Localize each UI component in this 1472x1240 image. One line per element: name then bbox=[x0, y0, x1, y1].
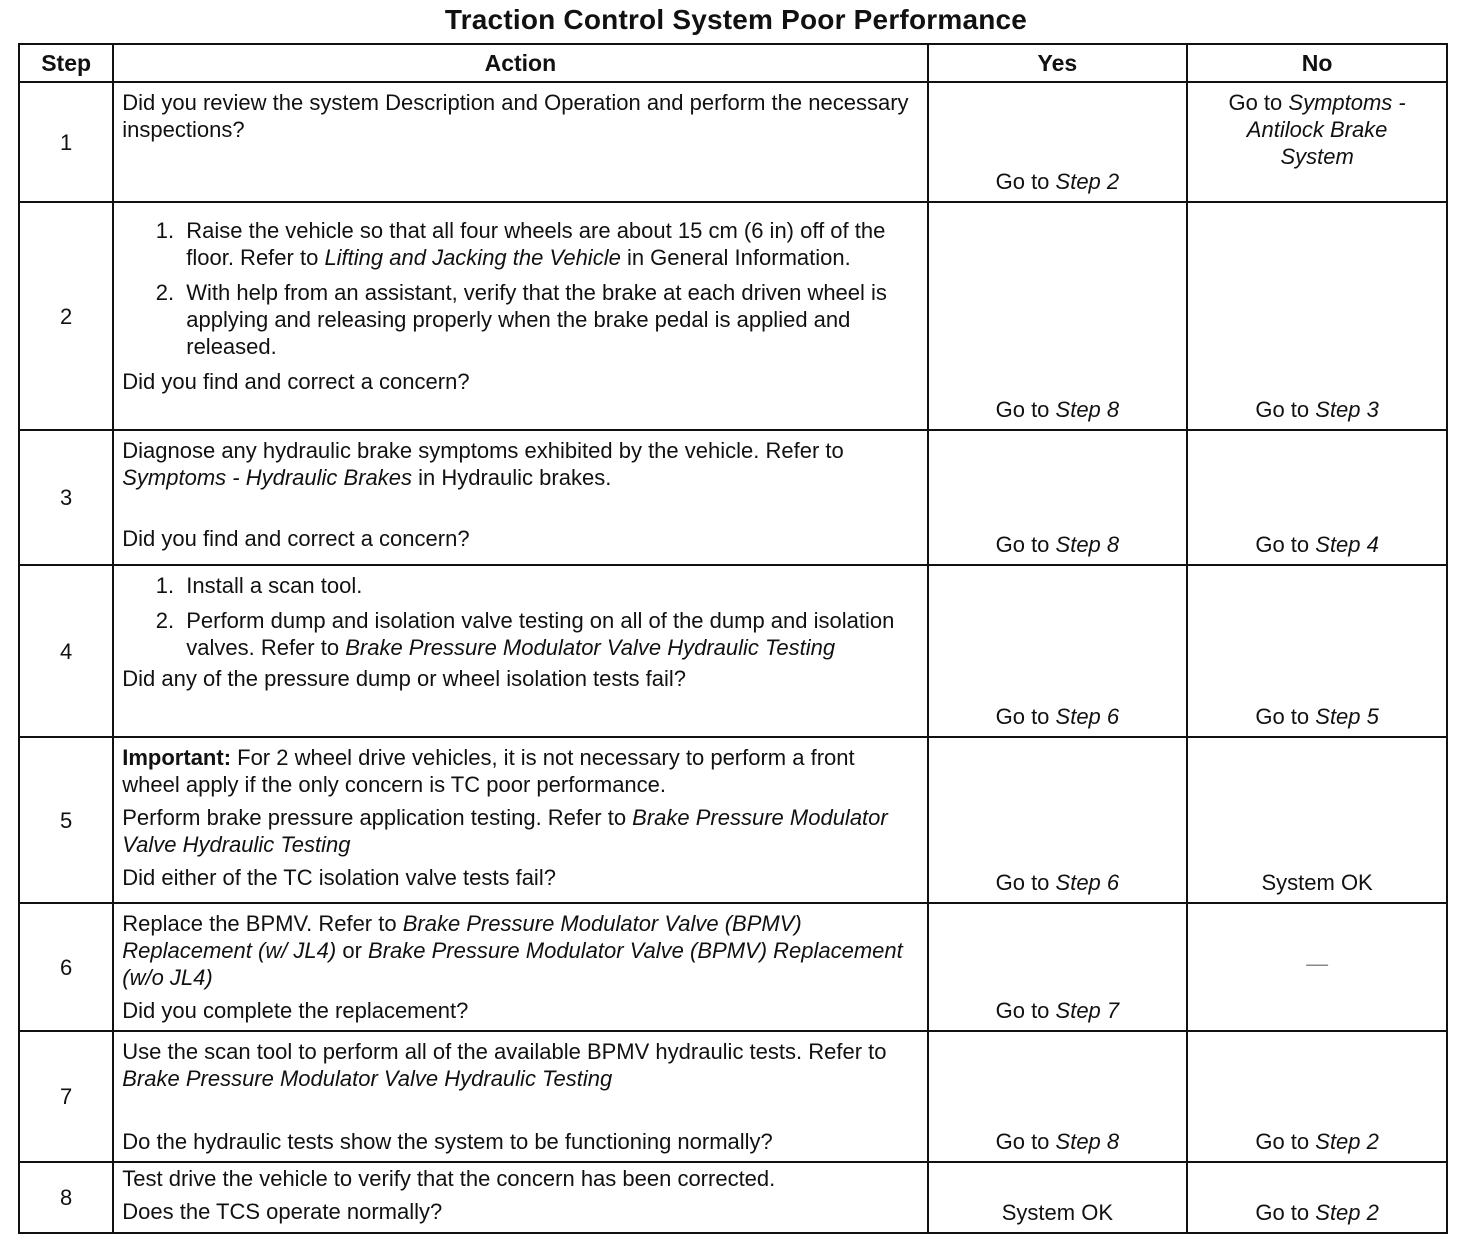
no-prefix: Go to bbox=[1255, 1129, 1316, 1154]
yes-cell bbox=[928, 903, 1188, 1031]
question-text: Did you find and correct a concern? bbox=[122, 369, 470, 394]
action-text-pre: Replace the BPMV. Refer to bbox=[122, 911, 403, 936]
list-item bbox=[180, 572, 916, 599]
important-note bbox=[122, 744, 916, 798]
no-link[interactable]: Symptoms - Antilock Brake System bbox=[1246, 90, 1406, 169]
yes-link[interactable]: Step 6 bbox=[1055, 870, 1120, 895]
yes-cell bbox=[928, 430, 1188, 565]
action-text bbox=[122, 804, 916, 858]
no-cell bbox=[1187, 737, 1447, 903]
table-row-step-1 bbox=[19, 82, 1447, 202]
no-result: — bbox=[1306, 950, 1329, 976]
reference-link[interactable]: Brake Pressure Modulator Valve (BPMV) Replacement (w/ JL4) bbox=[122, 911, 802, 963]
action-cell bbox=[113, 82, 927, 202]
yes-prefix: Go to bbox=[995, 998, 1056, 1023]
no-cell bbox=[1187, 1162, 1447, 1233]
step-number: 6 bbox=[19, 903, 113, 1031]
step-number: 5 bbox=[19, 737, 113, 903]
action-text bbox=[122, 437, 916, 491]
step-number: 4 bbox=[19, 565, 113, 737]
yes-cell bbox=[928, 202, 1188, 430]
step-number: 7 bbox=[19, 1031, 113, 1162]
table-row-step-4 bbox=[19, 565, 1447, 737]
yes-cell bbox=[928, 1031, 1188, 1162]
no-cell bbox=[1187, 202, 1447, 430]
reference-link[interactable]: Lifting and Jacking the Vehicle bbox=[324, 245, 621, 270]
yes-link[interactable]: Step 7 bbox=[1055, 998, 1120, 1023]
header-yes: Yes bbox=[928, 44, 1188, 82]
no-prefix: Go to bbox=[1255, 1200, 1316, 1225]
table-row-step-6 bbox=[19, 903, 1447, 1031]
yes-prefix: Go to bbox=[995, 1129, 1056, 1154]
no-prefix: Go to bbox=[1255, 532, 1316, 557]
question-text: Did you find and correct a concern? bbox=[122, 526, 470, 551]
important-label: Important: bbox=[122, 745, 232, 770]
table-row-step-8 bbox=[19, 1162, 1447, 1233]
step-number: 2 bbox=[19, 202, 113, 430]
action-cell bbox=[113, 903, 927, 1031]
question-text: Did any of the pressure dump or wheel isolation tests fail? bbox=[122, 666, 686, 691]
action-text-pre: Use the scan tool to perform all of the available BPMV hydraulic tests. Refer to bbox=[122, 1039, 887, 1064]
no-cell bbox=[1187, 565, 1447, 737]
yes-prefix: Go to bbox=[995, 397, 1056, 422]
no-link[interactable]: Step 5 bbox=[1315, 704, 1379, 729]
list-item-text: Install a scan tool. bbox=[186, 573, 363, 598]
question-text: Does the TCS operate normally? bbox=[122, 1199, 443, 1224]
table-header-row bbox=[19, 44, 1447, 82]
no-cell bbox=[1187, 903, 1447, 1031]
no-prefix: Go to bbox=[1255, 704, 1316, 729]
yes-link[interactable]: Step 8 bbox=[1055, 397, 1120, 422]
yes-prefix: Go to bbox=[995, 870, 1056, 895]
yes-result[interactable]: System OK bbox=[1001, 1200, 1113, 1225]
action-text-mid: or bbox=[336, 938, 369, 963]
question-text: Did you complete the replacement? bbox=[122, 998, 469, 1023]
action-text: Test drive the vehicle to verify that the concern has been corrected. bbox=[122, 1166, 776, 1191]
list-item bbox=[180, 607, 916, 661]
action-text bbox=[122, 910, 916, 991]
action-text: Did you review the system Description and Operation and perform the necessary inspections? bbox=[122, 90, 909, 142]
instruction-list bbox=[122, 572, 916, 661]
no-link[interactable]: Step 4 bbox=[1315, 532, 1379, 557]
action-text-post: in Hydraulic brakes. bbox=[412, 465, 612, 490]
list-item-text: in General Information. bbox=[620, 245, 851, 270]
list-item bbox=[180, 217, 916, 271]
yes-prefix: Go to bbox=[995, 704, 1056, 729]
reference-link[interactable]: Brake Pressure Modulator Valve Hydraulic Testing bbox=[122, 1066, 613, 1091]
step-number: 3 bbox=[19, 430, 113, 565]
action-cell bbox=[113, 430, 927, 565]
reference-link[interactable]: Brake Pressure Modulator Valve (BPMV) Replacement (w/o JL4) bbox=[122, 938, 903, 990]
table-row-step-3 bbox=[19, 430, 1447, 565]
yes-cell bbox=[928, 737, 1188, 903]
no-result[interactable]: System OK bbox=[1261, 870, 1373, 895]
step-number: 1 bbox=[19, 82, 113, 202]
reference-link[interactable]: Brake Pressure Modulator Valve Hydraulic Testing bbox=[345, 635, 836, 660]
action-cell bbox=[113, 202, 927, 430]
no-prefix: Go to bbox=[1228, 90, 1289, 115]
yes-link[interactable]: Step 6 bbox=[1055, 704, 1120, 729]
yes-cell bbox=[928, 82, 1188, 202]
yes-cell bbox=[928, 565, 1188, 737]
yes-link[interactable]: Step 2 bbox=[1055, 169, 1120, 194]
no-cell bbox=[1187, 1031, 1447, 1162]
table-row-step-7 bbox=[19, 1031, 1447, 1162]
no-cell bbox=[1187, 430, 1447, 565]
list-item-text: Perform dump and isolation valve testing on all of the dump and isolation valves. Refer to bbox=[186, 608, 895, 660]
no-link[interactable]: Step 2 bbox=[1315, 1200, 1379, 1225]
action-text bbox=[122, 1038, 916, 1092]
diagnostic-table bbox=[18, 43, 1448, 1234]
reference-link[interactable]: Symptoms - Hydraulic Brakes bbox=[122, 465, 412, 490]
action-cell bbox=[113, 1162, 927, 1233]
yes-link[interactable]: Step 8 bbox=[1055, 532, 1120, 557]
action-cell bbox=[113, 565, 927, 737]
table-row-step-5 bbox=[19, 737, 1447, 903]
no-link[interactable]: Step 2 bbox=[1315, 1129, 1379, 1154]
action-cell bbox=[113, 737, 927, 903]
yes-link[interactable]: Step 8 bbox=[1055, 1129, 1120, 1154]
important-text: For 2 wheel drive vehicles, it is not necessary to perform a front wheel apply if the only concern is TC poor performance. bbox=[122, 745, 855, 797]
question-text: Do the hydraulic tests show the system to be functioning normally? bbox=[122, 1129, 773, 1154]
header-step: Step bbox=[19, 44, 113, 82]
yes-cell bbox=[928, 1162, 1188, 1233]
reference-link[interactable]: Brake Pressure Modulator Valve Hydraulic Testing bbox=[122, 805, 888, 857]
no-link[interactable]: Step 3 bbox=[1315, 397, 1379, 422]
question-text: Did either of the TC isolation valve tests fail? bbox=[122, 865, 556, 890]
no-cell bbox=[1187, 82, 1447, 202]
yes-prefix: Go to bbox=[995, 532, 1056, 557]
action-text-pre: Perform brake pressure application testing. Refer to bbox=[122, 805, 633, 830]
yes-prefix: Go to bbox=[995, 169, 1056, 194]
page-title: Traction Control System Poor Performance bbox=[444, 4, 1028, 35]
action-text-pre: Diagnose any hydraulic brake symptoms exhibited by the vehicle. Refer to bbox=[122, 438, 844, 463]
list-item-text: Raise the vehicle so that all four wheels are about 15 cm (6 in) off of the floor. Refer to bbox=[186, 218, 886, 270]
instruction-list bbox=[122, 217, 916, 360]
step-number: 8 bbox=[19, 1162, 113, 1233]
header-action: Action bbox=[113, 44, 927, 82]
no-prefix: Go to bbox=[1255, 397, 1316, 422]
table-row-step-2 bbox=[19, 202, 1447, 430]
header-no: No bbox=[1187, 44, 1447, 82]
action-cell bbox=[113, 1031, 927, 1162]
list-item bbox=[180, 279, 916, 360]
list-item-text: With help from an assistant, verify that the brake at each driven wheel is applying and releasing properly when the brake pedal is applied and released. bbox=[186, 280, 887, 359]
